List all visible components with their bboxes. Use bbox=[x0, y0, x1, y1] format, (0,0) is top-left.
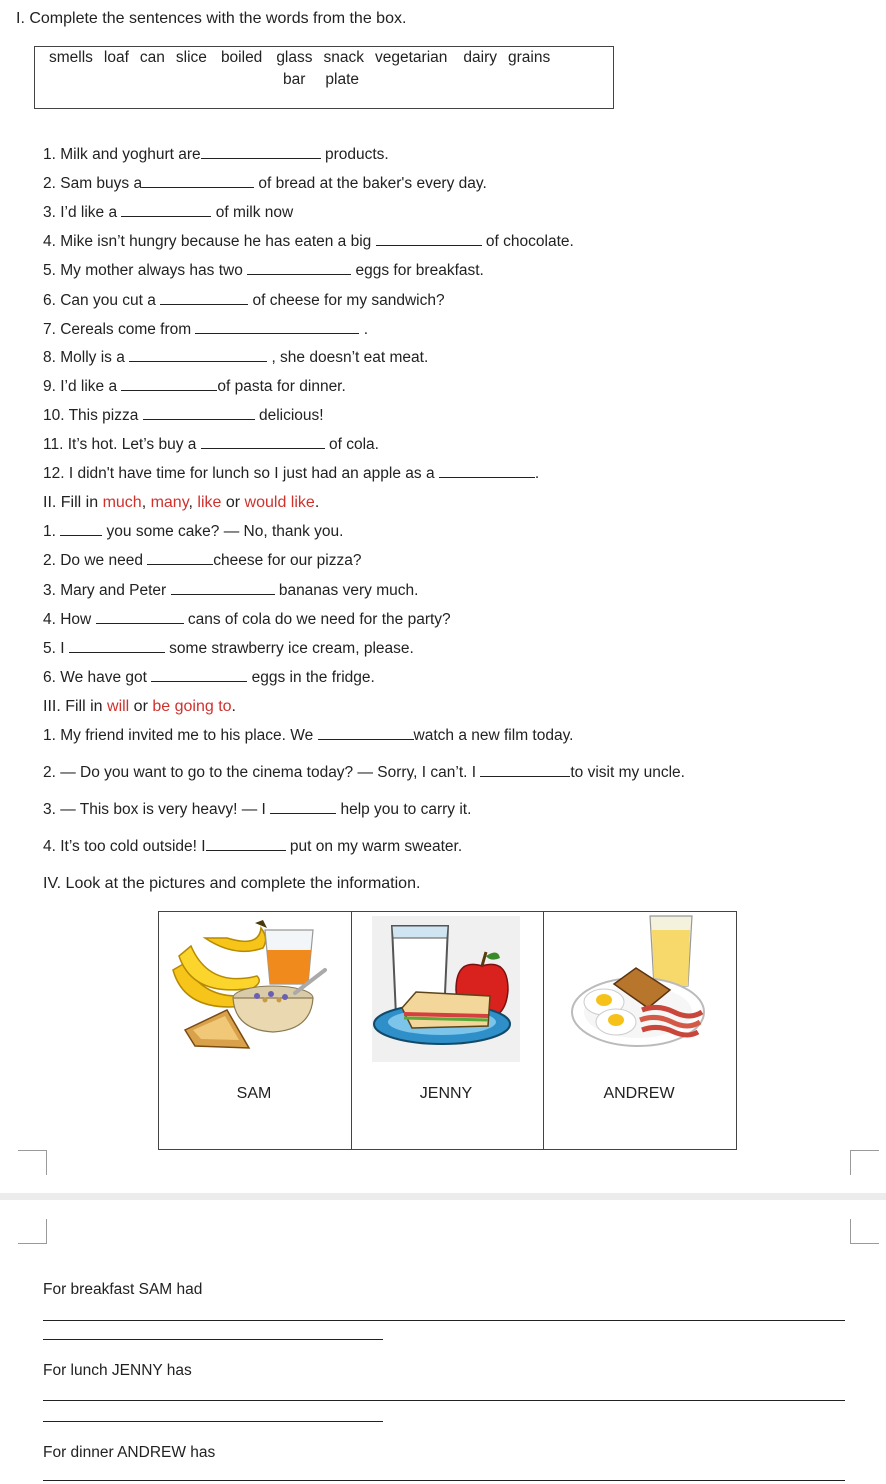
blank[interactable] bbox=[318, 739, 414, 740]
word: glass bbox=[276, 49, 313, 66]
answer-line[interactable] bbox=[43, 1421, 383, 1422]
blank[interactable] bbox=[376, 245, 482, 246]
exercise-1-item-6: 6. Can you cut a of cheese for my sandwich? bbox=[43, 292, 445, 309]
exercise-2-item-1: 1. you some cake? — No, thank you. bbox=[43, 523, 344, 540]
exercise-2-item-6: 6. We have got eggs in the fridge. bbox=[43, 669, 375, 686]
exercise-3-item-2: 2. — Do you want to go to the cinema today? — Sorry, I can’t. I to visit my uncle. bbox=[43, 764, 685, 781]
blank[interactable] bbox=[129, 361, 267, 362]
exercise-1-item-11: 11. It’s hot. Let’s buy a of cola. bbox=[43, 436, 379, 453]
blank[interactable] bbox=[480, 776, 570, 777]
answer-line[interactable] bbox=[43, 1339, 383, 1340]
blank[interactable] bbox=[121, 216, 211, 217]
word: bar bbox=[283, 71, 306, 88]
blank[interactable] bbox=[60, 535, 102, 536]
blank[interactable] bbox=[69, 652, 165, 653]
section-4-title: IV. Look at the pictures and complete the information. bbox=[43, 875, 421, 892]
blank[interactable] bbox=[147, 564, 213, 565]
answer-line[interactable] bbox=[43, 1400, 845, 1401]
exercise-3-item-4: 4. It’s too cold outside! I put on my warm sweater. bbox=[43, 838, 463, 855]
blank[interactable] bbox=[160, 304, 248, 305]
exercise-1-item-10: 10. This pizza delicious! bbox=[43, 407, 324, 424]
exercise-1-item-1: 1. Milk and yoghurt are products. bbox=[43, 146, 389, 163]
blank[interactable] bbox=[439, 477, 535, 478]
word: can bbox=[139, 49, 165, 66]
prompt-andrew: For dinner ANDREW has bbox=[43, 1444, 216, 1461]
label-andrew: ANDREW bbox=[603, 1085, 675, 1102]
word: boiled bbox=[220, 49, 263, 66]
exercise-1-item-4: 4. Mike isn’t hungry because he has eaten a big of chocolate. bbox=[43, 233, 574, 250]
exercise-3-item-1: 1. My friend invited me to his place. We watch a new film today. bbox=[43, 727, 574, 744]
word: plate bbox=[325, 71, 360, 88]
word: slice bbox=[175, 49, 207, 66]
andrew-dinner-image bbox=[570, 912, 710, 1052]
blank[interactable] bbox=[143, 419, 255, 420]
blank[interactable] bbox=[151, 681, 247, 682]
sam-breakfast-image bbox=[165, 918, 335, 1053]
prompt-jenny: For lunch JENNY has bbox=[43, 1362, 192, 1379]
exercise-1-item-7: 7. Cereals come from . bbox=[43, 321, 369, 338]
prompt-sam: For breakfast SAM had bbox=[43, 1281, 203, 1298]
crop-mark bbox=[850, 1219, 879, 1244]
word-box-row-2 bbox=[283, 72, 359, 88]
label-jenny: JENNY bbox=[419, 1085, 473, 1102]
blank[interactable] bbox=[121, 390, 217, 391]
exercise-2-item-4: 4. How cans of cola do we need for the party? bbox=[43, 611, 451, 628]
exercise-1-item-3: 3. I’d like a of milk now bbox=[43, 204, 294, 221]
answer-line[interactable] bbox=[43, 1480, 845, 1481]
blank[interactable] bbox=[201, 158, 321, 159]
blank[interactable] bbox=[270, 813, 336, 814]
exercise-1-item-9: 9. I’d like a of pasta for dinner. bbox=[43, 378, 346, 395]
blank[interactable] bbox=[195, 333, 359, 334]
answer-line[interactable] bbox=[43, 1320, 845, 1321]
section-1-title: I. Complete the sentences with the words from the box. bbox=[16, 10, 407, 27]
crop-mark bbox=[18, 1150, 47, 1175]
word-box-row-1 bbox=[49, 50, 550, 66]
word: vegetarian bbox=[375, 49, 448, 66]
blank[interactable] bbox=[142, 187, 254, 188]
crop-mark bbox=[18, 1219, 47, 1244]
exercise-2-item-2: 2. Do we need cheese for our pizza? bbox=[43, 552, 362, 569]
jenny-lunch-image bbox=[372, 916, 520, 1062]
blank[interactable] bbox=[96, 623, 184, 624]
word: snack bbox=[323, 49, 364, 66]
page-separator bbox=[0, 1193, 886, 1200]
exercise-1-item-12: 12. I didn't have time for lunch so I just had an apple as a . bbox=[43, 465, 540, 482]
exercise-1-item-2: 2. Sam buys a of bread at the baker's every day. bbox=[43, 175, 487, 192]
crop-mark bbox=[850, 1150, 879, 1175]
exercise-1-item-8: 8. Molly is a , she doesn’t eat meat. bbox=[43, 349, 429, 366]
word: dairy bbox=[463, 49, 497, 66]
blank[interactable] bbox=[206, 850, 286, 851]
word: smells bbox=[49, 49, 93, 66]
word: grains bbox=[508, 49, 551, 66]
section-2-title: II. Fill in much, many, like or would like. bbox=[43, 494, 320, 511]
section-3-title: III. Fill in will or be going to. bbox=[43, 698, 236, 715]
exercise-3-item-3: 3. — This box is very heavy! — I help you to carry it. bbox=[43, 801, 472, 818]
label-sam: SAM bbox=[236, 1085, 272, 1102]
blank[interactable] bbox=[171, 594, 275, 595]
blank[interactable] bbox=[201, 448, 325, 449]
exercise-2-item-3: 3. Mary and Peter bananas very much. bbox=[43, 582, 419, 599]
blank[interactable] bbox=[247, 274, 351, 275]
exercise-1-item-5: 5. My mother always has two eggs for breakfast. bbox=[43, 262, 484, 279]
word: loaf bbox=[103, 49, 129, 66]
exercise-2-item-5: 5. I some strawberry ice cream, please. bbox=[43, 640, 414, 657]
